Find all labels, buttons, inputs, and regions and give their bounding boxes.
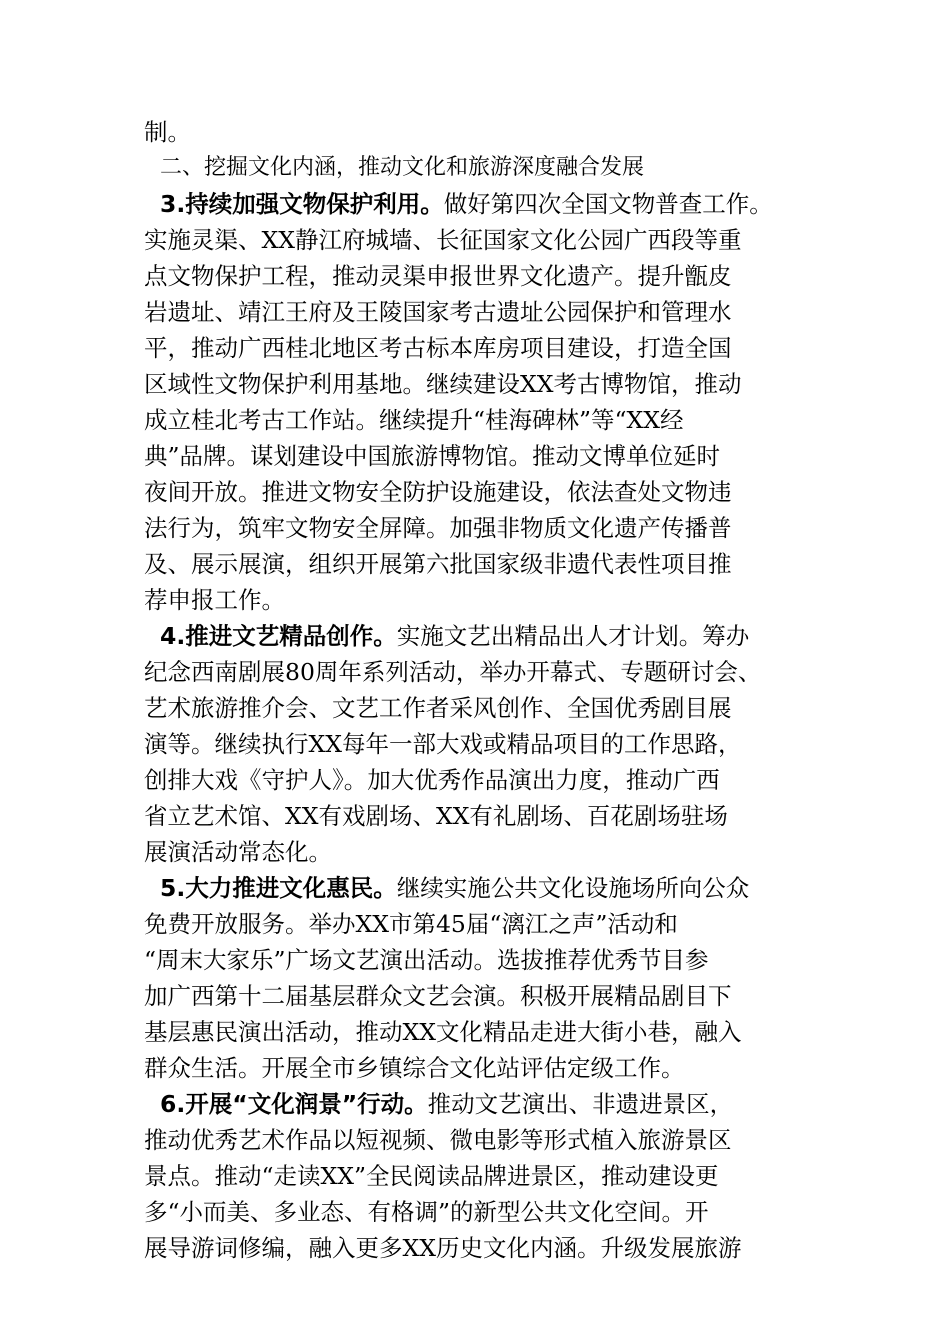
text-line: 点文物保护工程，推动灵渠申报世界文化遗产。提升甑皮 bbox=[144, 262, 732, 290]
text-line: 艺术旅游推介会、文艺工作者采风创作、全国优秀剧目展 bbox=[144, 694, 732, 722]
text-line: 岩遗址、靖江王府及王陵国家考古遗址公园保护和管理水 bbox=[144, 298, 732, 326]
text-line: 演等。继续执行XX每年一部大戏或精品项目的工作思路， bbox=[144, 730, 742, 758]
text-line: 创排大戏《守护人》。加大优秀作品演出力度，推动广西 bbox=[144, 766, 720, 794]
text-line: 荐申报工作。 bbox=[144, 586, 285, 614]
item-3-title: 3.持续加强文物保护利用。 bbox=[160, 190, 444, 218]
text-line: 及、展示展演，组织开展第六批国家级非遗代表性项目推 bbox=[144, 550, 732, 578]
text-line: 省立艺术馆、XX有戏剧场、XX有礼剧场、百花剧场驻场 bbox=[144, 802, 728, 830]
item-4-title: 4.推进文艺精品创作。 bbox=[160, 622, 397, 650]
text-line: 基层惠民演出活动，推动XX文化精品走进大街小巷，融入 bbox=[144, 1018, 742, 1046]
text-line: 加广西第十二届基层群众文艺会演。积极开展精品剧目下 bbox=[144, 982, 732, 1010]
text-line: 展演活动常态化。 bbox=[144, 838, 332, 866]
item-4-first-line: 4.推进文艺精品创作。实施文艺出精品出人才计划。筹办 bbox=[160, 622, 750, 650]
section-heading: 二、挖掘文化内涵，推动文化和旅游深度融合发展 bbox=[160, 155, 645, 180]
text-line: 典”品牌。谋划建设中国旅游博物馆。推动文博单位延时 bbox=[144, 442, 721, 470]
text-line: 实施灵渠、XX静江府城墙、长征国家文化公园广西段等重 bbox=[144, 226, 742, 254]
text-line: 免费开放服务。举办XX市第45届“漓江之声”活动和 bbox=[144, 910, 678, 938]
item-6-title: 6.开展“文化润景”行动。 bbox=[160, 1090, 428, 1118]
text-line: 景点。推动“走读XX”全民阅读品牌进景区，推动建设更 bbox=[144, 1162, 719, 1190]
text-line: 法行为，筑牢文物安全屏障。加强非物质文化遗产传播普 bbox=[144, 514, 732, 542]
item-3-first-line: 3.持续加强文物保护利用。做好第四次全国文物普查工作。 bbox=[160, 190, 773, 218]
item-5-title: 5.大力推进文化惠民。 bbox=[160, 874, 397, 902]
text-line: 成立桂北考古工作站。继续提升“桂海碑林”等“XX经 bbox=[144, 406, 684, 434]
text-line: 制。 bbox=[144, 118, 191, 146]
text-line: 群众生活。开展全市乡镇综合文化站评估定级工作。 bbox=[144, 1054, 685, 1082]
text-line: 平，推动广西桂北地区考古标本库房项目建设，打造全国 bbox=[144, 334, 732, 362]
item-5-first-line: 5.大力推进文化惠民。继续实施公共文化设施场所向公众 bbox=[160, 874, 750, 902]
text-line: 区域性文物保护利用基地。继续建设XX考古博物馆，推动 bbox=[144, 370, 742, 398]
text-line: 夜间开放。推进文物安全防护设施建设，依法查处文物违 bbox=[144, 478, 732, 506]
text-line: 展导游词修编，融入更多XX历史文化内涵。升级发展旅游 bbox=[144, 1234, 742, 1262]
text-line: 纪念西南剧展80周年系列活动，举办开幕式、专题研讨会、 bbox=[144, 658, 762, 686]
text-line: 多“小而美、多业态、有格调”的新型公共文化空间。开 bbox=[144, 1198, 709, 1226]
text-line: 推动优秀艺术作品以短视频、微电影等形式植入旅游景区 bbox=[144, 1126, 732, 1154]
text-line: “周末大家乐”广场文艺演出活动。选拔推荐优秀节目参 bbox=[144, 946, 709, 974]
item-6-first-line: 6.开展“文化润景”行动。推动文艺演出、非遗进景区， bbox=[160, 1090, 734, 1118]
